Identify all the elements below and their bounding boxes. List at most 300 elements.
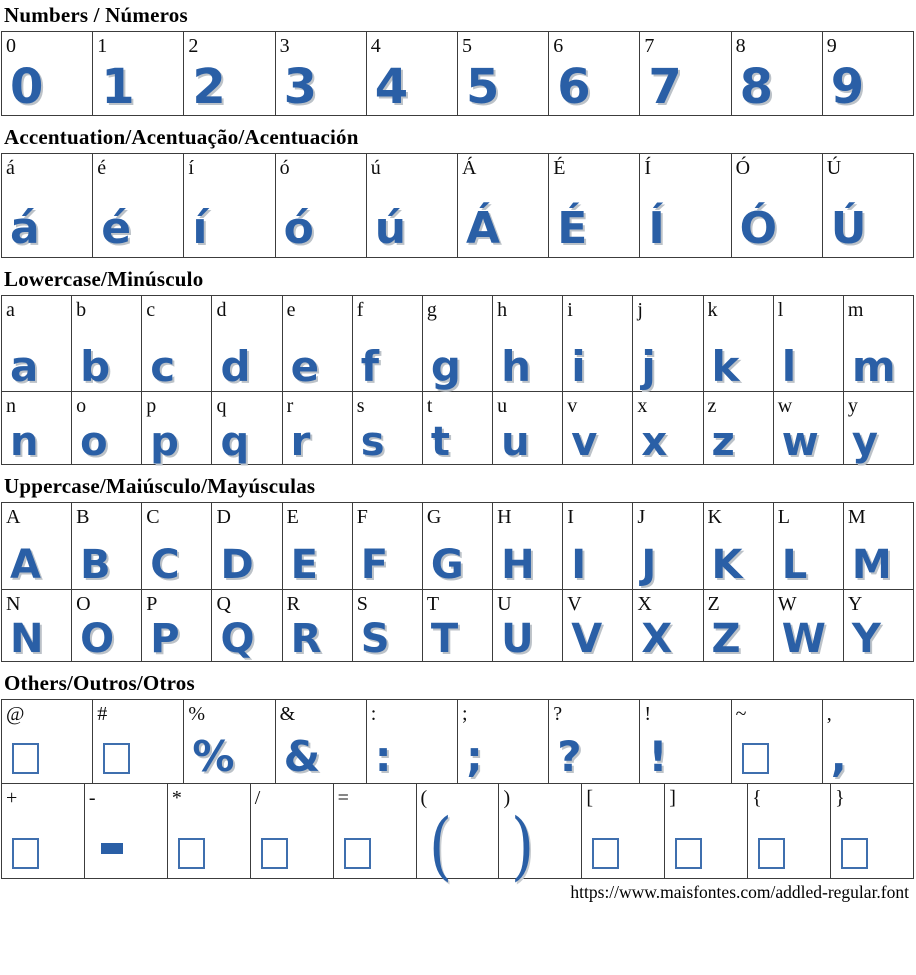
glyph-sample: 7 xyxy=(648,59,682,116)
glyph-sample xyxy=(101,843,123,854)
missing-glyph-box xyxy=(12,743,39,774)
glyph-cell xyxy=(640,32,731,116)
glyph-sample: o xyxy=(80,419,108,466)
glyph-row xyxy=(1,590,914,662)
glyph-cell xyxy=(844,392,914,465)
glyph-cell xyxy=(458,154,549,258)
glyph-cell xyxy=(458,700,549,784)
character-label: i xyxy=(567,299,573,322)
character-label: g xyxy=(426,299,437,322)
glyph-cell xyxy=(563,296,633,392)
glyph-cell xyxy=(423,590,493,662)
glyph-table xyxy=(1,502,914,662)
character-label: É xyxy=(553,157,566,180)
character-label: z xyxy=(707,395,717,418)
character-label: 6 xyxy=(553,35,564,58)
character-label: } xyxy=(835,787,845,810)
character-label: K xyxy=(707,506,722,529)
glyph-cell xyxy=(72,296,142,392)
character-label: N xyxy=(6,593,21,616)
glyph-sample: h xyxy=(501,341,531,391)
character-label: 3 xyxy=(279,35,290,58)
glyph-sample: é xyxy=(101,202,132,254)
glyph-cell xyxy=(823,32,914,116)
glyph-table xyxy=(1,153,914,258)
glyph-cell xyxy=(367,32,458,116)
glyph-cell xyxy=(142,296,212,392)
character-label: @ xyxy=(6,703,25,726)
glyph-cell xyxy=(732,32,823,116)
glyph-sample: T xyxy=(430,616,459,663)
font-section xyxy=(0,268,916,465)
glyph-cell xyxy=(251,784,334,879)
character-label: F xyxy=(356,506,368,529)
character-label: ó xyxy=(279,157,290,180)
glyph-sample: 3 xyxy=(283,59,317,116)
missing-glyph-box xyxy=(12,838,39,869)
character-label: * xyxy=(171,787,182,810)
glyph-cell xyxy=(276,700,367,784)
character-label: O xyxy=(76,593,91,616)
glyph-cell xyxy=(367,154,458,258)
glyph-cell xyxy=(184,154,275,258)
glyph-cell xyxy=(549,32,640,116)
glyph-cell xyxy=(704,392,774,465)
glyph-sample: 1 xyxy=(101,59,135,116)
missing-glyph-box xyxy=(344,838,371,869)
glyph-cell xyxy=(184,32,275,116)
glyph-sample: v xyxy=(571,419,598,466)
glyph-sample: N xyxy=(10,616,44,663)
glyph-sample: p xyxy=(150,419,179,466)
glyph-sample: y xyxy=(851,419,878,466)
glyph-cell xyxy=(563,392,633,465)
character-label: ? xyxy=(553,703,563,726)
font-section xyxy=(0,4,916,116)
glyph-cell xyxy=(283,392,353,465)
glyph-cell xyxy=(2,296,72,392)
glyph-sample: ? xyxy=(557,731,582,781)
glyph-sample: Ú xyxy=(830,202,867,254)
glyph-sample: b xyxy=(80,341,111,391)
missing-glyph-box xyxy=(592,838,619,869)
glyph-cell xyxy=(493,392,563,465)
glyph-sample: D xyxy=(220,542,254,589)
glyph-cell xyxy=(184,700,275,784)
character-label: / xyxy=(254,787,261,810)
character-label: X xyxy=(637,593,652,616)
glyph-sample: x xyxy=(641,419,668,466)
character-label: t xyxy=(426,395,433,418)
character-label: s xyxy=(356,395,365,418)
glyph-cell xyxy=(423,296,493,392)
character-label: d xyxy=(216,299,227,322)
glyph-cell xyxy=(640,154,731,258)
character-label: Á xyxy=(461,157,477,180)
character-label: v xyxy=(567,395,578,418)
glyph-cell xyxy=(212,590,282,662)
glyph-cell xyxy=(93,32,184,116)
glyph-cell xyxy=(704,503,774,590)
glyph-sample: W xyxy=(781,616,826,663)
glyph-table xyxy=(1,699,914,889)
glyph-cell xyxy=(276,32,367,116)
glyph-cell xyxy=(823,154,914,258)
glyph-sample: X xyxy=(641,616,673,663)
glyph-row xyxy=(1,31,914,116)
glyph-cell xyxy=(2,154,93,258)
glyph-sample: H xyxy=(501,542,535,589)
glyph-sample: j xyxy=(641,341,656,391)
character-label: c xyxy=(146,299,156,322)
character-label: é xyxy=(97,157,107,180)
missing-glyph-box xyxy=(675,838,702,869)
font-source-url: https://www.maisfontes.com/addled-regular.font xyxy=(570,882,909,903)
glyph-sample: f xyxy=(360,341,380,391)
glyph-sample: 0 xyxy=(10,59,44,116)
glyph-cell xyxy=(85,784,168,879)
character-label: k xyxy=(707,299,718,322)
glyph-cell xyxy=(2,503,72,590)
character-label: - xyxy=(88,787,96,810)
character-label: & xyxy=(279,703,296,726)
character-label: { xyxy=(752,787,762,810)
glyph-cell xyxy=(774,296,844,392)
glyph-cell xyxy=(633,296,703,392)
character-label: M xyxy=(847,506,866,529)
glyph-cell xyxy=(423,392,493,465)
character-label: B xyxy=(76,506,90,529)
glyph-sample: c xyxy=(150,341,176,391)
glyph-cell xyxy=(283,503,353,590)
character-label: R xyxy=(286,593,300,616)
glyph-cell xyxy=(774,503,844,590)
glyph-cell xyxy=(549,700,640,784)
glyph-cell xyxy=(493,503,563,590)
glyph-cell xyxy=(549,154,640,258)
glyph-sample: e xyxy=(290,341,320,391)
character-label: Ó xyxy=(735,157,751,180)
glyph-cell xyxy=(212,503,282,590)
glyph-cell xyxy=(283,590,353,662)
glyph-sample: n xyxy=(10,419,39,466)
glyph-sample: z xyxy=(711,419,735,466)
character-label: = xyxy=(337,787,349,810)
glyph-cell xyxy=(2,590,72,662)
character-label: 2 xyxy=(188,35,199,58)
character-label: p xyxy=(146,395,157,418)
glyph-sample: i xyxy=(571,341,586,391)
glyph-cell xyxy=(72,503,142,590)
section-title: Lowercase/Minúsculo xyxy=(4,267,204,292)
glyph-cell xyxy=(367,700,458,784)
glyph-sample: w xyxy=(781,419,819,466)
glyph-cell xyxy=(93,700,184,784)
font-section xyxy=(0,126,916,258)
section-title: Uppercase/Maiúsculo/Mayúsculas xyxy=(4,474,316,499)
glyph-sample: L xyxy=(781,542,808,589)
glyph-sample: 4 xyxy=(374,59,409,116)
glyph-sample: É xyxy=(557,202,588,254)
character-label: S xyxy=(356,593,368,616)
glyph-sample: 5 xyxy=(465,59,500,116)
glyph-sample: q xyxy=(220,419,250,466)
glyph-sample: í xyxy=(192,202,208,254)
glyph-sample: ú xyxy=(374,202,407,254)
glyph-sample: F xyxy=(360,542,389,589)
missing-glyph-box xyxy=(841,838,868,869)
character-label: Ú xyxy=(826,157,842,180)
character-label: ] xyxy=(669,787,676,810)
glyph-cell xyxy=(493,590,563,662)
character-label: ! xyxy=(644,703,652,726)
glyph-cell xyxy=(748,784,831,879)
glyph-sample: & xyxy=(283,731,321,781)
glyph-sample: Q xyxy=(220,616,255,663)
character-label: I xyxy=(567,506,574,529)
glyph-sample: O xyxy=(80,616,115,663)
character-label: H xyxy=(497,506,512,529)
glyph-sample: R xyxy=(290,616,322,663)
character-label: U xyxy=(497,593,512,616)
character-label: w xyxy=(777,395,793,418)
font-section xyxy=(0,671,916,889)
glyph-cell xyxy=(353,296,423,392)
character-label: í xyxy=(188,157,194,180)
character-label: n xyxy=(6,395,16,418)
glyph-cell xyxy=(72,392,142,465)
glyph-sample: , xyxy=(830,731,847,781)
glyph-cell xyxy=(823,700,914,784)
character-label: o xyxy=(76,395,87,418)
character-label: a xyxy=(6,299,15,322)
glyph-sample: g xyxy=(430,341,461,391)
character-label: P xyxy=(146,593,158,616)
glyph-sample: I xyxy=(571,542,587,589)
missing-glyph-box xyxy=(178,838,205,869)
character-label: # xyxy=(97,703,108,726)
glyph-sample: G xyxy=(430,542,464,589)
character-label: E xyxy=(286,506,299,529)
glyph-sample: ó xyxy=(283,202,314,254)
character-label: ~ xyxy=(735,703,747,726)
glyph-cell xyxy=(499,784,582,889)
character-label: 9 xyxy=(826,35,837,58)
glyph-row xyxy=(1,392,914,465)
glyph-cell xyxy=(844,590,914,662)
glyph-sample: d xyxy=(220,341,251,391)
glyph-cell xyxy=(844,503,914,590)
glyph-cell xyxy=(844,296,914,392)
glyph-sample: r xyxy=(290,419,311,466)
character-label: 0 xyxy=(6,35,16,58)
character-label: A xyxy=(6,506,21,529)
glyph-cell xyxy=(2,392,72,465)
character-label: ; xyxy=(461,703,468,726)
glyph-cell xyxy=(633,392,703,465)
character-label: á xyxy=(6,157,15,180)
character-label: m xyxy=(847,299,864,322)
glyph-table xyxy=(1,31,914,116)
glyph-cell xyxy=(732,154,823,258)
missing-glyph-box xyxy=(758,838,785,869)
section-title: Accentuation/Acentuação/Acentuación xyxy=(4,125,359,150)
glyph-sample: m xyxy=(851,341,896,391)
character-label: ) xyxy=(503,787,511,810)
glyph-sample: A xyxy=(10,542,41,589)
section-title: Others/Outros/Otros xyxy=(4,671,195,696)
glyph-sample: Ó xyxy=(739,202,777,254)
glyph-cell xyxy=(704,296,774,392)
glyph-cell xyxy=(704,590,774,662)
glyph-sample: S xyxy=(360,616,390,663)
character-label: f xyxy=(356,299,364,322)
character-label: V xyxy=(567,593,582,616)
glyph-sample: K xyxy=(711,542,743,589)
character-label: 7 xyxy=(644,35,655,58)
character-label: C xyxy=(146,506,160,529)
glyph-cell xyxy=(2,784,85,879)
glyph-cell xyxy=(168,784,251,879)
glyph-cell xyxy=(493,296,563,392)
glyph-cell xyxy=(142,590,212,662)
glyph-cell xyxy=(212,392,282,465)
character-label: + xyxy=(6,787,18,810)
font-section xyxy=(0,475,916,662)
glyph-sample: 8 xyxy=(739,59,773,116)
glyph-cell xyxy=(283,296,353,392)
glyph-sample: 6 xyxy=(557,59,591,116)
glyph-cell xyxy=(2,700,93,784)
missing-glyph-box xyxy=(103,743,130,774)
character-label: : xyxy=(370,703,377,726)
glyph-sample: ) xyxy=(511,802,535,889)
glyph-sample: s xyxy=(360,419,385,466)
glyph-cell xyxy=(212,296,282,392)
glyph-sample: : xyxy=(374,731,392,781)
character-label: 1 xyxy=(97,35,108,58)
character-label: u xyxy=(497,395,508,418)
character-label: W xyxy=(777,593,797,616)
glyph-sample: 9 xyxy=(830,59,865,116)
character-label: x xyxy=(637,395,648,418)
character-label: T xyxy=(426,593,440,616)
glyph-table xyxy=(1,295,914,465)
character-label: e xyxy=(286,299,296,322)
character-label: 4 xyxy=(370,35,381,58)
character-label: % xyxy=(188,703,206,726)
character-label: l xyxy=(777,299,784,322)
glyph-cell xyxy=(831,784,914,879)
glyph-cell xyxy=(774,392,844,465)
glyph-cell xyxy=(582,784,665,879)
glyph-cell xyxy=(93,154,184,258)
glyph-sample: V xyxy=(571,616,603,663)
glyph-row xyxy=(1,699,914,784)
character-label: D xyxy=(216,506,231,529)
missing-glyph-box xyxy=(742,743,769,774)
character-label: j xyxy=(637,299,643,322)
glyph-sample: u xyxy=(501,419,530,466)
glyph-sample: ! xyxy=(648,731,668,781)
glyph-cell xyxy=(72,590,142,662)
character-label: L xyxy=(777,506,790,529)
glyph-sample: ; xyxy=(465,731,483,781)
glyph-row xyxy=(1,502,914,590)
character-label: J xyxy=(637,506,646,529)
glyph-cell xyxy=(142,503,212,590)
character-label: r xyxy=(286,395,294,418)
character-label: q xyxy=(216,395,227,418)
glyph-sample: P xyxy=(150,616,180,663)
section-title: Numbers / Números xyxy=(4,3,188,27)
glyph-cell xyxy=(774,590,844,662)
character-label: 8 xyxy=(735,35,746,58)
glyph-sample: t xyxy=(430,419,451,466)
glyph-sample: E xyxy=(290,542,318,589)
missing-glyph-box xyxy=(261,838,288,869)
character-label: Q xyxy=(216,593,231,616)
glyph-cell xyxy=(563,503,633,590)
glyph-cell xyxy=(458,32,549,116)
glyph-row xyxy=(1,153,914,258)
glyph-cell xyxy=(423,503,493,590)
glyph-cell xyxy=(633,503,703,590)
character-label: b xyxy=(76,299,87,322)
glyph-sample: ( xyxy=(428,802,452,889)
glyph-cell xyxy=(353,503,423,590)
glyph-sample: M xyxy=(851,542,892,589)
glyph-sample: 2 xyxy=(192,59,226,116)
glyph-sample: % xyxy=(192,731,235,781)
glyph-cell xyxy=(563,590,633,662)
character-label: G xyxy=(426,506,442,529)
glyph-cell xyxy=(2,32,93,116)
glyph-cell xyxy=(276,154,367,258)
glyph-cell xyxy=(633,590,703,662)
glyph-cell xyxy=(732,700,823,784)
character-label: Z xyxy=(707,593,720,616)
glyph-cell xyxy=(417,784,500,889)
character-label: h xyxy=(497,299,508,322)
character-label: 5 xyxy=(461,35,472,58)
glyph-cell xyxy=(353,392,423,465)
character-label: Y xyxy=(847,593,863,616)
glyph-cell xyxy=(665,784,748,879)
character-label: , xyxy=(826,703,832,726)
glyph-sample: á xyxy=(10,202,40,254)
glyph-sample: Í xyxy=(648,202,665,254)
glyph-sample: C xyxy=(150,542,180,589)
character-label: ( xyxy=(420,787,428,810)
glyph-cell xyxy=(334,784,417,879)
glyph-cell xyxy=(640,700,731,784)
glyph-cell xyxy=(142,392,212,465)
glyph-sample: B xyxy=(80,542,111,589)
glyph-row xyxy=(1,784,914,889)
glyph-sample: l xyxy=(781,341,797,391)
glyph-sample: J xyxy=(641,542,657,589)
glyph-sample: U xyxy=(501,616,534,663)
glyph-sample: k xyxy=(711,341,740,391)
glyph-sample: Z xyxy=(711,616,741,663)
character-label: Í xyxy=(644,157,652,180)
character-label: ú xyxy=(370,157,381,180)
glyph-row xyxy=(1,295,914,392)
glyph-sample: Á xyxy=(465,202,501,254)
character-label: y xyxy=(847,395,858,418)
glyph-cell xyxy=(353,590,423,662)
